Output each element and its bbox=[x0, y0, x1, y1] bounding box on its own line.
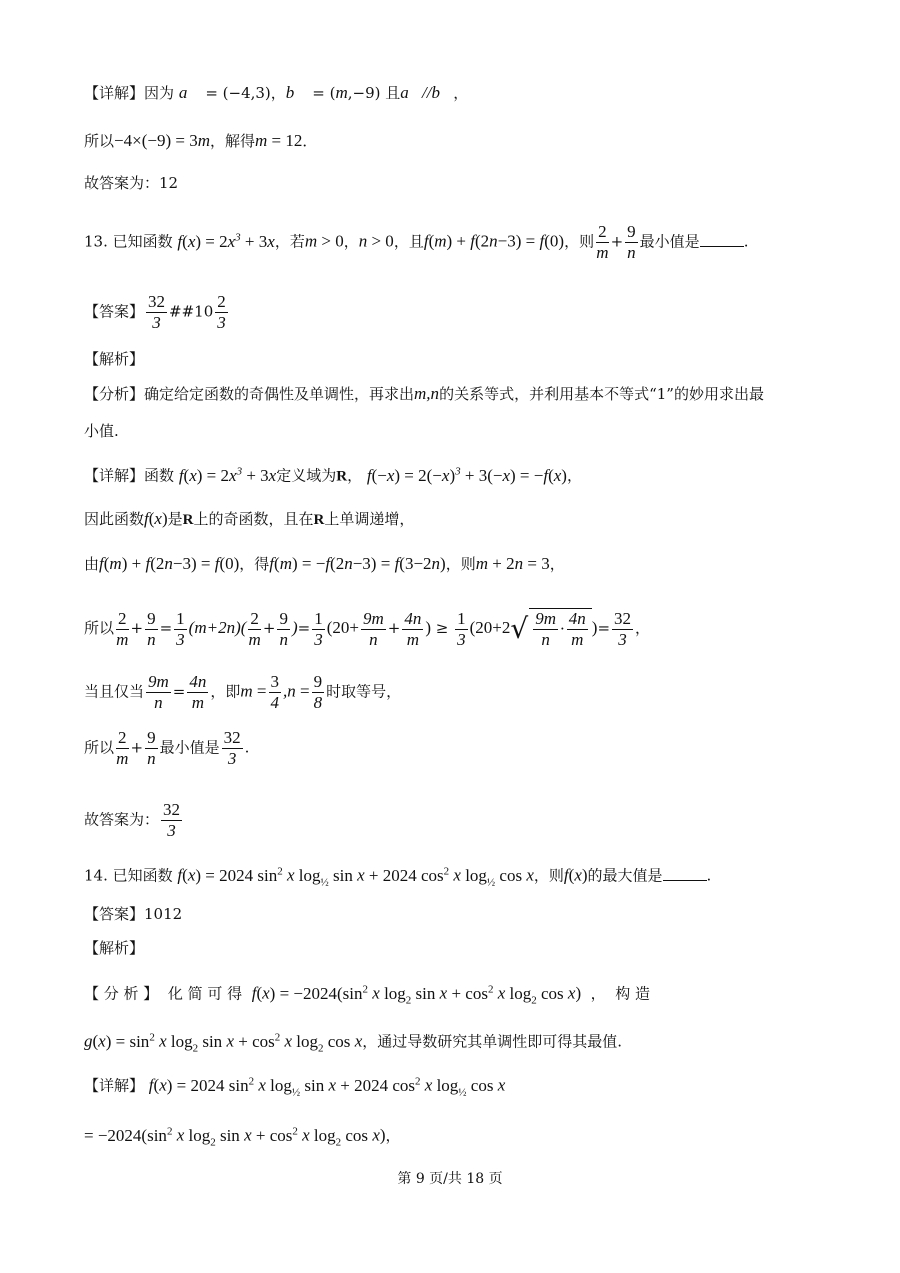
answer-blank[interactable] bbox=[700, 232, 744, 247]
detail-13-line2: 因此函数f(x)是R上的奇函数，且在R上单调递增， bbox=[84, 509, 415, 528]
detail-14-line1: 【详解】 f(x) = 2024 $\sin^2 x$ $\log_{\frac{1}{2}} \sin x + 2024$ $\cos^2 x$ $\log_{\frac{1}{2}} \cos x$ bbox=[84, 1075, 506, 1099]
detail-13-min: 所以 $\frac{2}{m}$ + $\frac{9}{n}$ 最小值是 $\frac{32}{3}$ . bbox=[84, 728, 250, 768]
detail-13-line3: 由f(m) + f(2n−3) = f(0)，得f(m) = −f(2n−3) = f(3−2n)，则m + 2n = 3， bbox=[84, 554, 565, 573]
answer-line-13: 故答案为： $\frac{32}{3}$ bbox=[84, 800, 181, 840]
solve-m-line: 所以−4×(−9) = 3m，解得m = 12． bbox=[84, 131, 318, 150]
question-14: 14. 已知函数 f(x) = 2024 $\sin^2 x$ $\log_{\frac{1}{2}} \sin x + 2024$ $\cos^2 x$ $\log_{\frac{1}{2}} \cos x$，则f(x)的最大值是 . bbox=[84, 865, 712, 889]
analysis-13-line2: 小值. bbox=[84, 422, 119, 440]
question-13: 13. 已知函数 $f(x) = 2x^3 + 3x$，若m > 0，n > 0，且f(m) + f(2n−3) = f(0)，则 $\frac{2}{m}$ + $\frac{9}{n}$ 最小值是 . bbox=[84, 222, 749, 262]
analysis-heading-13: 【解析】 bbox=[84, 350, 145, 368]
page-footer: 第 9 页/共 18 页 bbox=[397, 1171, 503, 1187]
analysis-14-line1: 【 分 析 】 化 简 可 得 $f(x) = -2024(\sin^2$ x $\log_2 \sin x + \cos^2 x$ $\log_2 \cos x$) ， 构 造 bbox=[84, 983, 650, 1007]
analysis-heading-14: 【解析】 bbox=[84, 939, 145, 957]
answer-line-12: 故答案为：12 bbox=[84, 174, 179, 192]
detail-line-vector: 【详解】因为 a⃗ = (−4,3)，b⃗ = (m,−9) 且a⃗//b⃗， bbox=[84, 83, 469, 102]
analysis-13-line1: 【分析】确定给定函数的奇偶性及单调性，再求出m,n的关系等式，并利用基本不等式“1”的妙用求出最 bbox=[84, 384, 764, 403]
answer-13: 【答案】 $\frac{32}{3}$ ##10 $\frac{2}{3}$ bbox=[84, 292, 226, 332]
detail-13-inequality: 所以 $\frac{2}{m}$ + $\frac{9}{n}$ = $\frac{1}{3}$ (m+2n)( $\frac{2}{m}$ + $\frac{9}{n}$ )= $\frac{1}{3}$ (20+ $\frac{9m}{n}$ + $\frac{4n}{m}$ ) ≥ $\frac{1}{3}$ (20+2√ $\frac{9m}{n}$ · $\frac{4n}{m}$ )= $\frac{32}{3}$ ， bbox=[84, 608, 651, 649]
analysis-14-line2: $g(x) = \sin^2 x$ $\log_2 \sin x + \cos^2 x$ $\log_2 \cos x$，通过导数研究其单调性即可得其最值. bbox=[84, 1031, 623, 1055]
detail-13-equality: 当且仅当 $\frac{9m}{n}$ = $\frac{4n}{m}$ ，即m = $\frac{3}{4}$ ,n = $\frac{9}{8}$ 时取等号， bbox=[84, 672, 402, 712]
answer-blank-14[interactable] bbox=[663, 866, 707, 881]
answer-14: 【答案】1012 bbox=[84, 905, 183, 923]
detail-13-line1: 【详解】函数 $f(x) = 2x^3 + 3x$定义域为R， $f(-x) = 2(-x)^3 + 3(-x) = -f(x)$， bbox=[84, 465, 582, 485]
detail-14-line2: = $-2024(\sin^2$ x $\log_2 \sin x + \cos^2 x$ $\log_2 \cos x$)， bbox=[84, 1125, 401, 1149]
